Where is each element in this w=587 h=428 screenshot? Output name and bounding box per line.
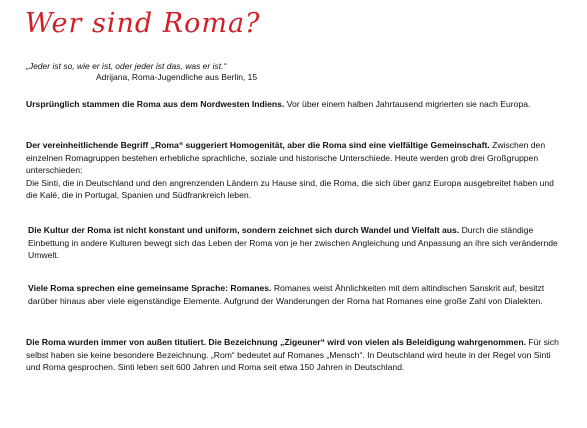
paragraph-origin [26,98,566,111]
paragraph-lead: Die Roma wurden immer von außen tituliert. Die Bezeichnung „Zigeuner“ wird von vielen als Beleidigung wahrgenommen. [26,337,526,347]
paragraph-body: Zwischen den einzelnen Romagruppen bestehen erhebliche sprachliche, soziale und historische Unterschiede. Heute werden grob drei Großgruppen unterschieden: [26,140,546,175]
paragraph-naming [26,336,566,374]
paragraph-lead: Der vereinheitlichende Begriff „Roma“ suggeriert Homogenität, aber die Roma sind eine vielfältige Gemeinschaft. [26,140,490,150]
paragraph-body: Romanes weist Ähnlichkeiten mit dem altindischen Sanskrit auf, besitzt darüber hinaus aber viele eigenständige Elemente. Aufgrund der Wanderungen der Roma hat Romanes eine große Zahl von Dialekten. [28,283,545,306]
quote-author: Adrijana, Roma-Jugendliche aus Berlin, 15 [96,72,258,82]
paragraph-culture [28,224,568,262]
paragraph-lead: Viele Roma sprechen eine gemeinsame Sprache: Romanes. [28,283,272,293]
paragraph-body: Für sich selbst haben sie keine besondere Bezeichnung. „Rom“ bedeutet auf Romanes „Mensch“. In Deutschland wird heute in der Regel von Sinti und Roma gesprochen. Sinti leben seit 600 Jahren und Roma seit etwa 150 Jahren in Deutschland. [26,337,559,372]
paragraph-language [28,282,568,307]
paragraph-body-groups: Die Sinti, die in Deutschland und den angrenzenden Ländern zu Hause sind, die Roma, die sich über ganz Europa ausgebreitet haben und die Kalé, die in Portugal, Spanien und Südfrankreich leben. [26,177,554,200]
page-title: Wer sind Roma? [25,8,261,39]
paragraph-body: Durch die ständige Einbettung in andere Kulturen bewegt sich das Leben der Roma von je her zwischen Angleichung und Anpassung an ihre sich verändernde Umwelt. [28,225,558,260]
quote-text: „Jeder ist so, wie er ist, oder jeder ist das, was er ist.“ [26,61,227,71]
paragraph-body: Vor über einem halben Jahrtausend migrierten sie nach Europa. [286,99,531,109]
paragraph-lead: Die Kultur der Roma ist nicht konstant und uniform, sondern zeichnet sich durch Wandel und Vielfalt aus. [28,225,460,235]
paragraph-lead: Ursprünglich stammen die Roma aus dem Nordwesten Indiens. [26,99,285,109]
paragraph-diversity [26,139,566,202]
